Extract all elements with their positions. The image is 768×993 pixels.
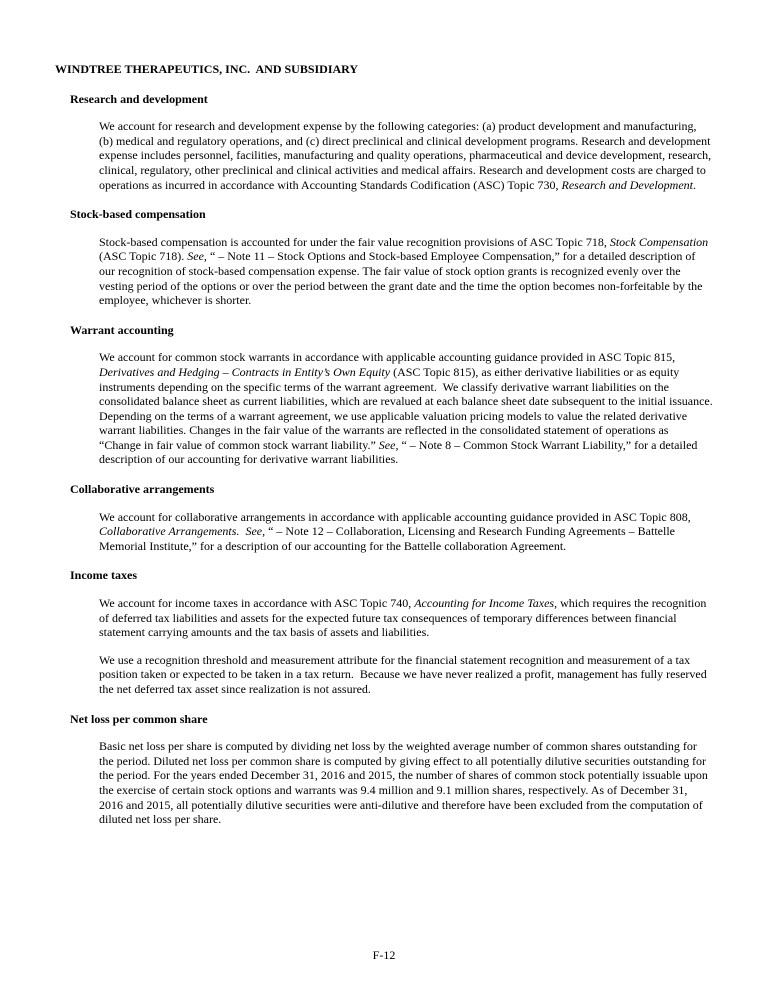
paragraph: Basic net loss per share is computed by dividing net loss by the weighted average number of common shares outstanding for the period. Diluted net loss per common share is computed by giving effect to all potentially dilutive securities outstanding for the period. For the years ended December 31, 2016 and 2015, the number of shares of common stock potentially issuable upon the exercise of certain stock options and warrants was 9.4 million and 9.1 million shares, respectively. As of December 31, 2016 and 2015, all potentially dilutive securities were anti-dilutive and therefore have been excluded from the computation of diluted net loss per share. <box>99 739 711 827</box>
paragraph: We account for common stock warrants in accordance with applicable accounting guidance provided in ASC Topic 815, Derivatives and Hedging – Contracts in Entity’s Own Equity (ASC Topic 815), as either derivative liabilities or as equity instruments depending on the specific terms of the warrant agreement. We classify derivative warrant liabilities on the consolidated balance sheet as current liabilities, which are revalued at each balance sheet date subsequent to the initial issuance. Depending on the terms of a warrant agreement, we use applicable valuation pricing models to value the related derivative warrant liabilities. Changes in the fair value of the warrants are reflected in the consolidated statement of operations as “Change in fair value of common stock warrant liability.” See, “ – Note 8 – Common Stock Warrant Liability,” for a detailed description of our accounting for derivative warrant liabilities. <box>99 350 719 467</box>
section-heading: Collaborative arrangements <box>70 482 215 497</box>
page-number: F-12 <box>372 948 396 962</box>
paragraph: We account for research and development expense by the following categories: (a) product development and manufacturing, (b) medical and regulatory operations, and (c) direct preclinical and clinical development programs. Research and development expense includes personnel, facilities, manufacturing and quality operations, pharmaceutical and device development, research, clinical, regulatory, other preclinical and clinical activities and medical affairs. Research and development costs are charged to operations as incurred in accordance with Accounting Standards Codification (ASC) Topic 730, Research and Development. <box>99 119 715 192</box>
paragraph: Stock-based compensation is accounted for under the fair value recognition provisions of ASC Topic 718, Stock Compensation (ASC Topic 718). See, “ – Note 11 – Stock Options and Stock-based Employee Compensation,” for a detailed description of our recognition of stock-based compensation expense. The fair value of stock option grants is recognized evenly over the vesting period of the options or over the period between the grant date and the time the option becomes non-forfeitable by the employee, whichever is shorter. <box>99 234 712 308</box>
paragraph: We use a recognition threshold and measurement attribute for the financial statement recognition and measurement of a tax position taken or expected to be taken in a tax return. Because we have never realized a profit, management has fully reserved the net deferred tax asset since realization is not assured. <box>99 652 710 696</box>
section-collaborative-arrangements <box>55 482 713 553</box>
section-research-and-development <box>55 92 713 193</box>
paragraph: We account for collaborative arrangements in accordance with applicable accounting guidance provided in ASC Topic 808, Collaborative Arrangements. See, “ – Note 12 – Collaboration, Licensing and Research Funding Agreements – Battelle Memorial Institute,” for a description of our accounting for the Battelle collaboration Agreement. <box>99 509 694 553</box>
paragraph: We account for income taxes in accordance with ASC Topic 740, Accounting for Income Taxes, which requires the recognition of deferred tax liabilities and assets for the expected future tax consequences of temporary differences between financial statement carrying amounts and the tax basis of assets and liabilities. <box>99 596 710 640</box>
section-stock-based-compensation <box>55 207 713 308</box>
section-heading: Net loss per common share <box>70 711 208 726</box>
section-income-taxes <box>55 568 713 696</box>
section-heading: Stock-based compensation <box>70 207 206 222</box>
section-warrant-accounting <box>55 322 719 467</box>
section-heading: Research and development <box>70 91 208 106</box>
section-net-loss-per-common-share <box>55 712 713 827</box>
document-title: WINDTREE THERAPEUTICS, INC. AND SUBSIDIARY <box>55 62 359 76</box>
section-heading: Warrant accounting <box>70 322 174 337</box>
section-heading: Income taxes <box>70 568 137 583</box>
